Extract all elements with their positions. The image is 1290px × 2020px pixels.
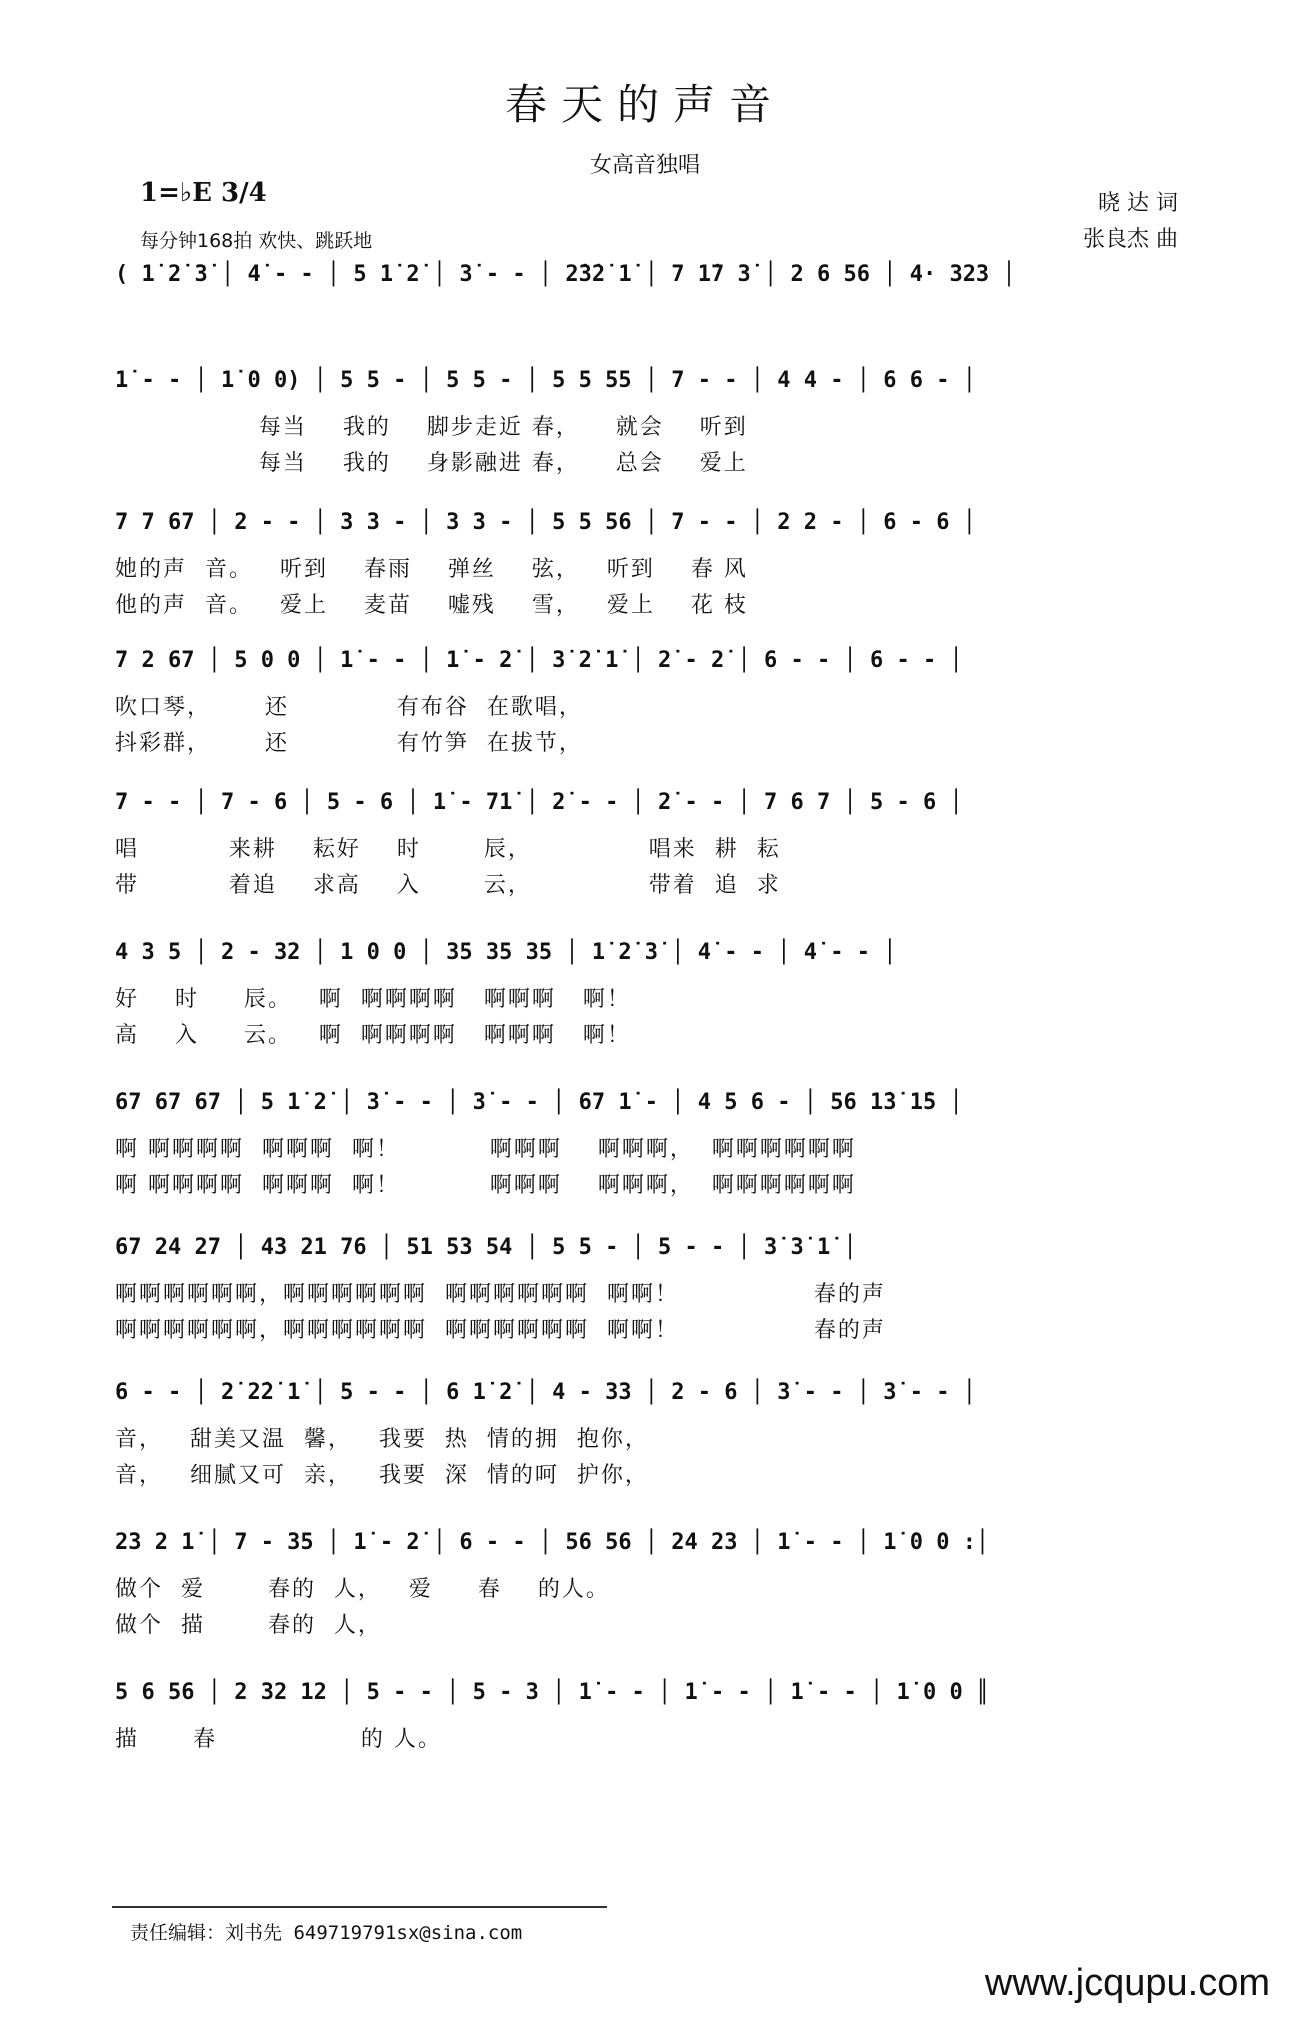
tempo-marking: 每分钟168拍 欢快、跳跃地: [140, 230, 373, 252]
lyricist-credit: 晓 达 词: [1098, 191, 1178, 216]
notation-row: ( 1̇ 2̇ 3̇ │ 4̇ - - │ 5 1̇ 2̇ │ 3̇ - - │ 2̇3̇2̇ 1̇ │ 7 1̇7 3̇ │ 2 6 56 │ 4· 323 │: [115, 262, 1016, 287]
notation-row: 7 7 67 │ 2 - - │ 3 3 - │ 3 3 - │ 5 5 56 │ 7 - - │ 2 2 - │ 6 - 6 │: [115, 510, 976, 535]
notation-row: 5 6 56 │ 2 32 12 │ 5 - - │ 5 - 3 │ 1̇ - - │ 1̇ - - │ 1̇ - - │ 1̇ 0 0 ║: [115, 1680, 990, 1705]
lyric-line-1: 她的声 音。 听到 春雨 弹丝 弦， 听到 春 风: [115, 557, 748, 582]
lyric-line-1: 吹口琴， 还 有布谷 在歌唱，: [115, 695, 583, 720]
notation-row: 4 3 5 │ 2 - 32 │ 1 0 0 │ 35 35 35 │ 1̇ 2̇ 3̇ │ 4̇ - - │ 4̇ - - │: [115, 940, 897, 965]
notation-row: 23 2 1̇ │ 7 - 35 │ 1̇ - 2̇ │ 6 - - │ 56 56 │ 24 23 │ 1̇ - - │ 1̇ 0 0 :│: [115, 1530, 990, 1555]
notation-row: 6 - - │ 2̇ 2̇2̇ 1̇ │ 5 - - │ 6 1̇ 2̇ │ 4 - 33 │ 2 - 6 │ 3̇ - - │ 3̇ - - │: [115, 1380, 976, 1405]
notation-row: 67 24 27 │ 43 21 76 │ 51 53 54 │ 5 5 - │ 5 - - │ 3̇ 3̇ 1̇ │: [115, 1235, 857, 1260]
lyric-line-2: 每当 我的 身影融进 春， 总会 爱上: [115, 451, 748, 476]
notation-row: 7 2 67 │ 5 0 0 │ 1̇ - - │ 1̇ - 2̇ │ 3̇ 2̇ 1̇ │ 2̇ - 2̇ │ 6 - - │ 6 - - │: [115, 648, 963, 673]
notation-row: 67 67 67 │ 5 1̇ 2̇ │ 3̇ - - │ 3̇ - - │ 67 1̇ - │ 4 5 6 - │ 56 1̇3̇ 1̇5 │: [115, 1090, 963, 1115]
editor-credit: 责任编辑：刘书先 649719791sx@sina.com: [130, 1922, 523, 1944]
lyric-line-1: 啊 啊啊啊啊 啊啊啊 啊！ 啊啊啊 啊啊啊， 啊啊啊啊啊啊: [115, 1137, 856, 1162]
lyric-line-1: 描 春 的 人。: [115, 1727, 442, 1752]
lyric-line-2: 啊 啊啊啊啊 啊啊啊 啊！ 啊啊啊 啊啊啊， 啊啊啊啊啊啊: [115, 1173, 856, 1198]
lyric-line-2: 音， 细腻又可 亲， 我要 深 情的呵 护你，: [115, 1463, 649, 1488]
lyric-line-1: 做个 爱 春的 人， 爱 春 的人。: [115, 1577, 610, 1602]
song-title: 春天的声音: [504, 80, 785, 129]
lyric-line-2: 做个 描 春的 人，: [115, 1613, 382, 1638]
lyric-line-1: 好 时 辰。 啊 啊啊啊啊 啊啊啊 啊！: [115, 987, 631, 1012]
lyric-line-1: 音， 甜美又温 馨， 我要 热 情的拥 抱你，: [115, 1427, 649, 1452]
lyric-line-1: 啊啊啊啊啊啊，啊啊啊啊啊啊 啊啊啊啊啊啊 啊啊！ 春的声: [115, 1282, 886, 1307]
lyric-line-2: 高 入 云。 啊 啊啊啊啊 啊啊啊 啊！: [115, 1023, 631, 1048]
footer-divider: [112, 1906, 607, 1908]
key-signature: 1=♭E 3/4: [140, 178, 267, 208]
composer-credit: 张良杰 曲: [1083, 227, 1178, 252]
notation-row: 1̇ - - │ 1̇ 0 0) │ 5 5 - │ 5 5 - │ 5 5 55 │ 7 - - │ 4 4 - │ 6 6 - │: [115, 368, 976, 393]
lyric-line-2: 带 着追 求高 入 云， 带着 追 求: [115, 873, 781, 898]
lyric-line-2: 抖彩群， 还 有竹笋 在拔节，: [115, 731, 583, 756]
lyric-line-1: 每当 我的 脚步走近 春， 就会 听到: [115, 415, 748, 440]
lyric-line-2: 他的声 音。 爱上 麦苗 嘘残 雪， 爱上 花 枝: [115, 593, 748, 618]
website-watermark: www.jcqupu.com: [984, 1962, 1270, 2004]
notation-row: 7 - - │ 7 - 6 │ 5 - 6 │ 1̇ - 71̇ │ 2̇ - - │ 2̇ - - │ 7 6 7 │ 5 - 6 │: [115, 790, 963, 815]
lyric-line-2: 啊啊啊啊啊啊，啊啊啊啊啊啊 啊啊啊啊啊啊 啊啊！ 春的声: [115, 1318, 886, 1343]
song-subtitle: 女高音独唱: [589, 153, 700, 178]
lyric-line-1: 唱 来耕 耘好 时 辰， 唱来 耕 耘: [115, 837, 781, 862]
